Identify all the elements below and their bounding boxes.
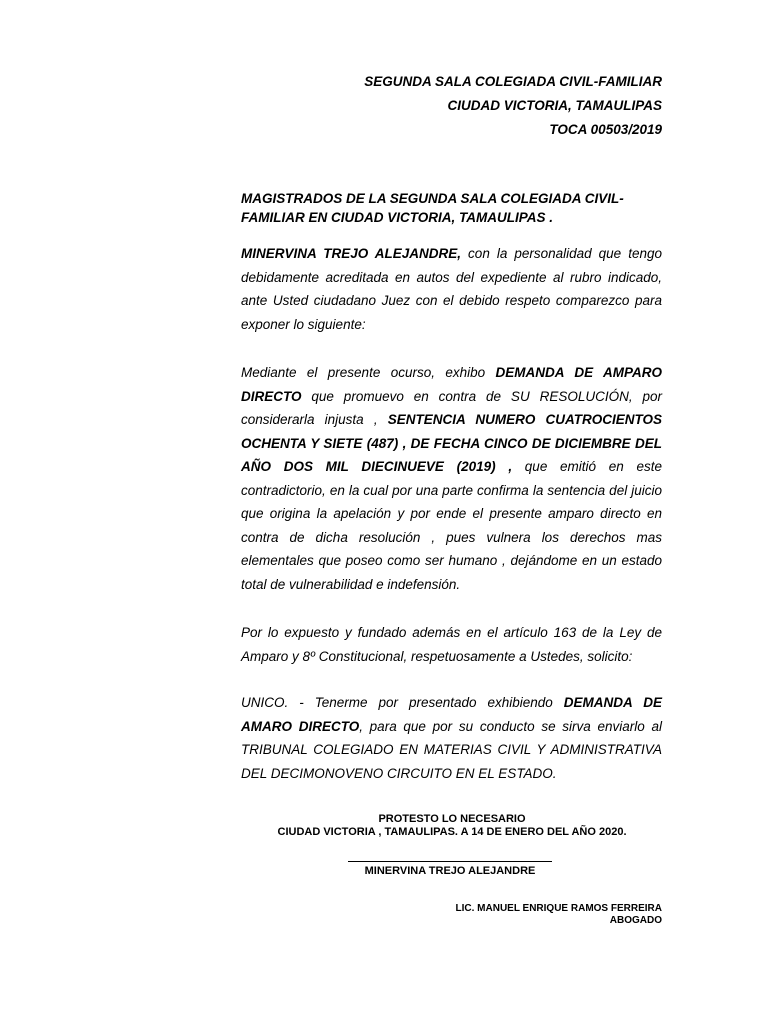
petition-text-1: UNICO. - Tenerme por presentado exhibiendo xyxy=(241,695,564,710)
closing-statement: PROTESTO LO NECESARIO xyxy=(378,813,526,825)
court-name: SEGUNDA SALA COLEGIADA CIVIL-FAMILIAR xyxy=(364,74,662,89)
intro-text: con la personalidad que tengo debidamente acreditada en autos del expediente al rubro indicado, ante Usted ciudadano Juez con el debido respeto comparezco para exponer lo siguiente: xyxy=(241,246,662,332)
demand-text-1: Mediante el presente ocurso, exhibo xyxy=(241,365,496,380)
signature-line xyxy=(348,861,552,862)
demand-text-3: que emitió en este contradictorio, en la cual por una parte confirma la sentencia del juicio que origina la apelación y por ende el presente amparo directo en contra de dicha resolución , pues vulnera los derechos mas elementales que poseo como ser humano , dejándome en un estado total de vulnerabilidad e indefensión. xyxy=(241,459,662,592)
lawyer-title: ABOGADO xyxy=(609,915,662,926)
lawyer-block xyxy=(456,903,663,927)
petition-text-2: , para que por su conducto se sirva enviarlo al TRIBUNAL COLEGIADO EN MATERIAS CIVIL Y ADMINISTRATIVA DEL DECIMONOVENO CIRCUITO EN EL ESTADO. xyxy=(241,718,662,781)
lawyer-name: LIC. MANUEL ENRIQUE RAMOS FERREIRA xyxy=(455,903,662,914)
paragraph-petition xyxy=(241,691,662,785)
case-number: TOCA 00503/2019 xyxy=(549,122,662,137)
case-header xyxy=(364,70,662,142)
petition-demand-type: DEMANDA DE AMARO DIRECTO xyxy=(241,695,663,734)
closing-place-date: CIUDAD VICTORIA , TAMAULIPAS. A 14 DE ENERO DEL AÑO 2020. xyxy=(277,826,627,838)
signer-name: MINERVINA TREJO ALEJANDRE xyxy=(364,865,536,877)
demand-text-2: que promuevo en contra de SU RESOLUCIÓN, por considerarla injusta , xyxy=(241,388,662,427)
addressee: MAGISTRADOS DE LA SEGUNDA SALA COLEGIADA CIVIL-FAMILIAR EN CIUDAD VICTORIA, TAMAULIPAS . xyxy=(241,191,624,225)
paragraph-legal-basis: Por lo expuesto y fundado además en el artículo 163 de la Ley de Amparo y 8º Constitucional, respetuosamente a Ustedes, solicito: xyxy=(241,625,662,664)
paragraph-demand xyxy=(241,361,662,596)
paragraph-introduction xyxy=(241,242,662,336)
sentence-reference: SENTENCIA NUMERO CUATROCIENTOS OCHENTA Y SIETE (487) , DE FECHA CINCO DE DICIEMBRE DEL AÑO DOS MIL DIECINUEVE (2019) , xyxy=(241,412,662,474)
court-city: CIUDAD VICTORIA, TAMAULIPAS xyxy=(447,98,662,113)
demand-type: DEMANDA DE AMPARO DIRECTO xyxy=(241,365,662,404)
petitioner-name: MINERVINA TREJO ALEJANDRE, xyxy=(241,246,462,261)
